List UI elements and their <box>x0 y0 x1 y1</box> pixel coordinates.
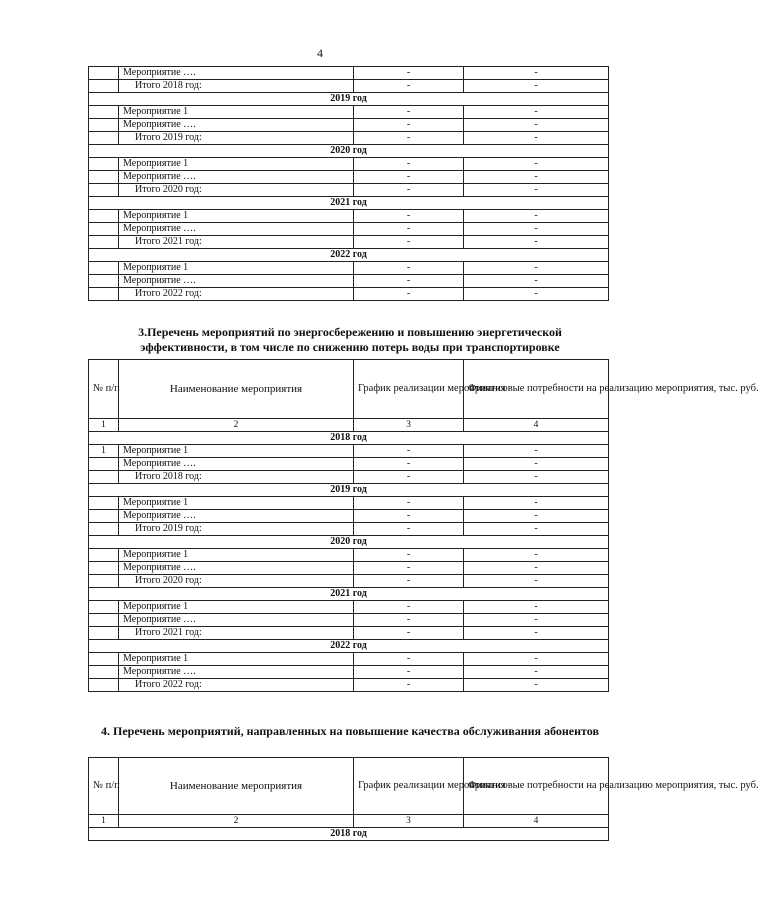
total-row: Итого 2019 год: - - <box>89 132 609 145</box>
total-row: Итого 2018 год: - - <box>89 471 609 484</box>
year-row: 2021 год <box>89 588 609 601</box>
page-number: 4 <box>317 46 323 60</box>
header-row <box>89 758 609 815</box>
total-row: Итого 2020 год: - - <box>89 575 609 588</box>
table-row: Мероприятие …. - - <box>89 666 609 679</box>
year-row: 2022 год <box>89 640 609 653</box>
table-continuation <box>88 66 609 301</box>
col-schedule-header: График реализации мероприятия <box>354 360 464 419</box>
total-row: Итого 2021 год: - - <box>89 236 609 249</box>
table-row: Мероприятие 1 - - <box>89 106 609 119</box>
section-4-heading: 4. Перечень мероприятий, направленных на повышение качества обслуживания абонентов <box>101 724 599 738</box>
year-row: 2019 год <box>89 93 609 106</box>
year-row: 2018 год <box>89 828 609 841</box>
col-finance-header: Финансовые потребности на реализацию мероприятия, тыс. руб. <box>464 758 609 815</box>
year-row: 2018 год <box>89 432 609 445</box>
table-row: Мероприятие …. - - <box>89 67 609 80</box>
year-row: 2020 год <box>89 145 609 158</box>
table-row: Мероприятие …. - - <box>89 171 609 184</box>
event-cell: Мероприятие …. <box>119 67 354 80</box>
column-number-row: 1 2 3 4 <box>89 419 609 432</box>
col-schedule-header: График реализации мероприятия <box>354 758 464 815</box>
table-row: Мероприятие …. - - <box>89 275 609 288</box>
table-section-3 <box>88 359 759 692</box>
year-row: 2020 год <box>89 536 609 549</box>
table-row: Мероприятие …. - - <box>89 458 609 471</box>
year-row: 2021 год <box>89 197 609 210</box>
table-row: 1 Мероприятие 1 - - <box>89 445 609 458</box>
table-row: Мероприятие 1 - - <box>89 210 609 223</box>
column-number-row: 1 2 3 4 <box>89 815 609 828</box>
col-num-header: № п/п <box>89 360 119 419</box>
table-row: Мероприятие 1 - - <box>89 601 609 614</box>
table-row: Мероприятие 1 - - <box>89 497 609 510</box>
section-3-heading: 3.Перечень мероприятий по энергосбережению и повышению энергетической эффективности, в том числе по снижению потерь воды при транспортировке <box>138 325 562 354</box>
total-row: Итого 2019 год: - - <box>89 523 609 536</box>
year-row: 2019 год <box>89 484 609 497</box>
total-row: Итого 2022 год: - - <box>89 288 609 301</box>
table-row: Мероприятие …. - - <box>89 223 609 236</box>
table-row: Мероприятие 1 - - <box>89 549 609 562</box>
table-row: Мероприятие …. - - <box>89 510 609 523</box>
table-row: Мероприятие 1 - - <box>89 158 609 171</box>
total-row: Итого 2018 год: - - <box>89 80 609 93</box>
table-row: Мероприятие …. - - <box>89 119 609 132</box>
col-name-header: Наименование мероприятия <box>119 360 354 419</box>
col-num-header: № п/п <box>89 758 119 815</box>
total-row: Итого 2021 год: - - <box>89 627 609 640</box>
col-finance-header: Финансовые потребности на реализацию мероприятия, тыс. руб. <box>464 360 609 419</box>
table-section-4 <box>88 757 759 841</box>
table-row: Мероприятие …. - - <box>89 614 609 627</box>
table-row: Мероприятие …. - - <box>89 562 609 575</box>
total-row: Итого 2022 год: - - <box>89 679 609 692</box>
col-name-header: Наименование мероприятия <box>119 758 354 815</box>
total-row: Итого 2020 год: - - <box>89 184 609 197</box>
table-row: Мероприятие 1 - - <box>89 653 609 666</box>
year-row: 2022 год <box>89 249 609 262</box>
total-label: Итого 2018 год: <box>119 80 354 93</box>
header-row <box>89 360 609 419</box>
table-row: Мероприятие 1 - - <box>89 262 609 275</box>
